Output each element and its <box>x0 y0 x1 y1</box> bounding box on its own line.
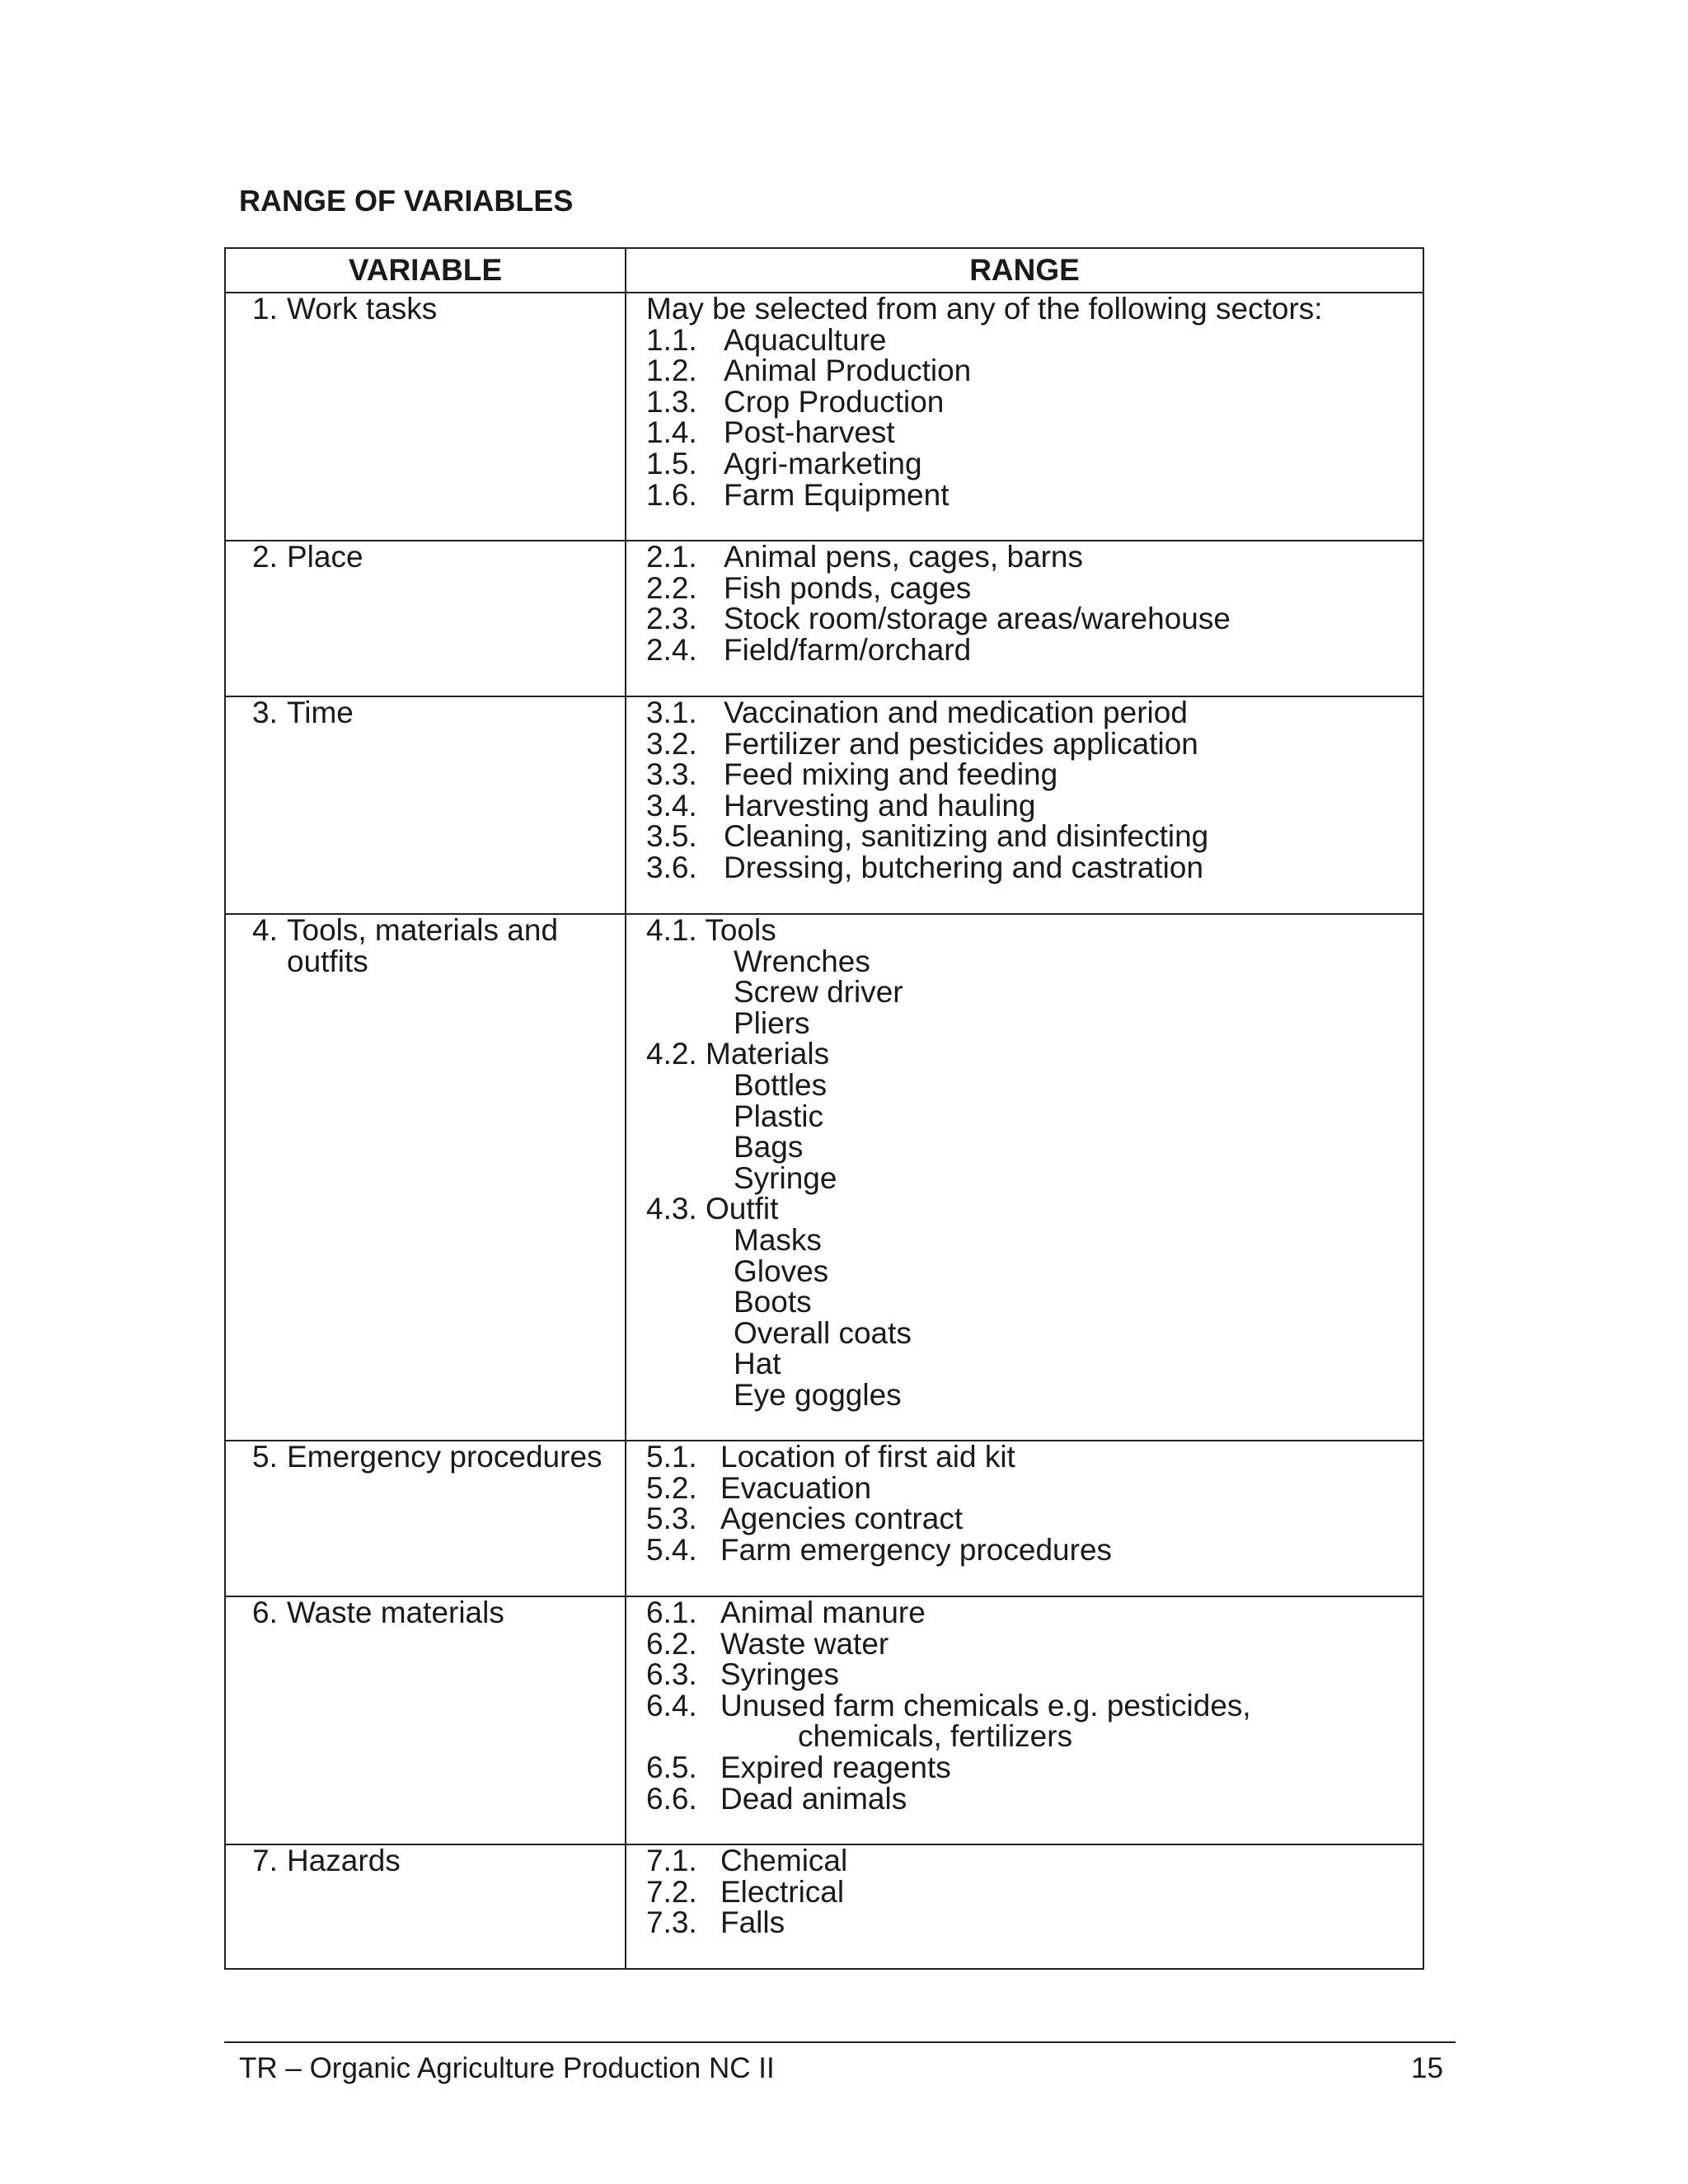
item-number: 3.6. <box>646 850 697 884</box>
variable-cell <box>225 1844 626 1969</box>
range-cell <box>626 541 1423 696</box>
list-item <box>646 790 1423 822</box>
variable-cell <box>225 914 626 1441</box>
variable-label: Work tasks <box>287 292 438 326</box>
list-item <box>646 1597 1423 1629</box>
range-cell <box>626 1844 1423 1969</box>
variable-cell <box>225 696 626 914</box>
item-text: Farm emergency procedures <box>720 1532 1113 1567</box>
item-text: Animal pens, cages, barns <box>724 540 1084 574</box>
list-item <box>646 355 1423 387</box>
list-item: Pliers <box>734 1005 810 1040</box>
range-header: RANGE <box>626 248 1423 293</box>
item-number: 5.1. <box>646 1440 697 1474</box>
list-item <box>646 322 1423 357</box>
item-number: 5.4. <box>646 1532 697 1567</box>
item-number: 1.6. <box>646 477 697 512</box>
list-item <box>646 759 1423 790</box>
variable-cell <box>225 1441 626 1596</box>
list-item: Bags <box>734 1130 804 1165</box>
item-number: 7.1. <box>646 1844 697 1877</box>
table-row <box>225 696 1423 914</box>
variable-label: Emergency procedures <box>287 1440 603 1474</box>
list-item <box>646 1874 1423 1909</box>
list-item <box>646 1532 1423 1567</box>
item-text: Chemical <box>720 1844 848 1877</box>
item-text: Evacuation <box>720 1470 872 1505</box>
item-text: Electrical <box>720 1874 845 1909</box>
item-number: 2.4. <box>646 632 697 667</box>
item-text: Syringes <box>720 1657 839 1692</box>
table-row <box>225 1844 1423 1969</box>
variable-number: 3. <box>252 696 278 729</box>
table-row <box>225 541 1423 696</box>
list-item: Hat <box>734 1347 781 1381</box>
item-number: 3.5. <box>646 819 697 854</box>
list-item: Screw driver <box>734 975 903 1010</box>
list-item <box>646 632 1423 667</box>
list-item-continued: chemicals, fertilizers <box>798 1719 1073 1754</box>
variable-cell <box>225 293 626 541</box>
list-item <box>646 1907 1423 1938</box>
variable-number: 5. <box>252 1440 278 1474</box>
footer-document-title: TR – Organic Agriculture Production NC II <box>239 2052 775 2084</box>
list-item <box>646 384 1423 419</box>
item-number: 6.1. <box>646 1596 697 1629</box>
page-number: 15 <box>1411 2052 1443 2084</box>
item-text: Unused farm chemicals e.g. pesticides, <box>720 1688 1251 1722</box>
item-number: 6.4. <box>646 1688 697 1722</box>
item-number: 3.2. <box>646 726 697 761</box>
item-text: Fish ponds, cages <box>724 570 972 605</box>
list-item <box>646 1503 1423 1535</box>
list-item: Bottles <box>734 1067 828 1102</box>
item-number: 6.6. <box>646 1781 697 1816</box>
variable-label: Hazards <box>287 1844 401 1877</box>
item-text: Stock room/storage areas/warehouse <box>724 602 1231 636</box>
item-text: Waste water <box>720 1626 889 1661</box>
item-number: 2.2. <box>646 570 697 605</box>
group-label: 4.2. Materials <box>646 1037 830 1071</box>
list-item <box>646 541 1423 573</box>
range-cell <box>626 1596 1423 1844</box>
list-item: Boots <box>734 1285 812 1319</box>
list-item: Syringe <box>734 1160 837 1195</box>
range-intro: May be selected from any of the following sectors: <box>646 292 1323 326</box>
item-text: Location of first aid kit <box>720 1440 1015 1474</box>
variable-label: Waste materials <box>287 1596 504 1629</box>
item-number: 1.3. <box>646 384 697 419</box>
list-item <box>646 477 1423 512</box>
table-row <box>225 1596 1423 1844</box>
variable-header: VARIABLE <box>225 248 626 293</box>
item-text: Crop Production <box>724 384 945 419</box>
item-number: 7.2. <box>646 1874 697 1909</box>
list-item <box>646 1441 1423 1473</box>
item-text: Fertilizer and pesticides application <box>724 726 1198 761</box>
variable-number: 4. <box>252 913 278 947</box>
group-label: 4.1. Tools <box>646 913 776 947</box>
list-item <box>646 1845 1423 1877</box>
list-item <box>646 448 1423 480</box>
item-text: Expired reagents <box>720 1750 951 1784</box>
variable-number: 6. <box>252 1596 278 1629</box>
list-item: Plastic <box>734 1099 823 1133</box>
item-text: Post-harvest <box>724 415 895 450</box>
list-item: Overall coats <box>734 1315 912 1350</box>
item-number: 5.3. <box>646 1502 697 1536</box>
item-text: Aquaculture <box>724 322 887 357</box>
item-text: Falls <box>720 1905 785 1940</box>
list-item <box>646 1626 1423 1661</box>
item-text: Agencies contract <box>720 1502 964 1536</box>
variable-label-continued: outfits <box>287 944 368 978</box>
variable-label: Time <box>287 696 354 729</box>
variable-label: Tools, materials and <box>287 913 559 947</box>
list-item: Gloves <box>734 1254 829 1288</box>
list-item <box>646 1783 1423 1815</box>
range-cell <box>626 293 1423 541</box>
item-number: 1.1. <box>646 322 697 357</box>
list-item: Eye goggles <box>734 1377 902 1412</box>
item-text: Vaccination and medication period <box>724 696 1188 729</box>
variable-label: Place <box>287 540 363 574</box>
item-text: Dressing, butchering and castration <box>724 850 1204 884</box>
list-item <box>646 697 1423 729</box>
item-text: Field/farm/orchard <box>724 632 972 667</box>
list-item <box>646 1659 1423 1690</box>
list-item <box>646 570 1423 605</box>
list-item <box>646 417 1423 448</box>
table-row <box>225 293 1423 541</box>
group-label: 4.3. Outfit <box>646 1192 779 1226</box>
item-number: 6.5. <box>646 1750 697 1784</box>
variable-number: 1. <box>252 292 278 326</box>
item-number: 6.3. <box>646 1657 697 1692</box>
item-number: 3.3. <box>646 757 697 792</box>
list-item <box>646 852 1423 883</box>
page-title: RANGE OF VARIABLES <box>239 184 574 218</box>
item-number: 2.1. <box>646 540 697 574</box>
range-cell <box>626 696 1423 914</box>
item-text: Animal Production <box>724 354 972 388</box>
item-number: 1.5. <box>646 446 697 480</box>
item-text: Harvesting and hauling <box>724 788 1036 823</box>
item-text: Cleaning, sanitizing and disinfecting <box>724 819 1209 854</box>
item-number: 3.4. <box>646 788 697 823</box>
variable-cell <box>225 541 626 696</box>
list-item <box>646 1752 1423 1783</box>
list-item: Wrenches <box>734 944 870 978</box>
footer-divider <box>224 2041 1456 2043</box>
list-item <box>646 603 1423 635</box>
list-item: Masks <box>734 1222 822 1257</box>
item-number: 6.2. <box>646 1626 697 1661</box>
variable-number: 7. <box>252 1844 278 1877</box>
item-number: 5.2. <box>646 1470 697 1505</box>
variable-cell <box>225 1596 626 1844</box>
list-item <box>646 1690 1423 1722</box>
item-text: Agri-marketing <box>724 446 922 480</box>
range-of-variables-table <box>224 247 1424 1970</box>
item-number: 1.2. <box>646 354 697 388</box>
item-text: Farm Equipment <box>724 477 950 512</box>
item-text: Animal manure <box>720 1596 926 1629</box>
table-row <box>225 914 1423 1441</box>
item-number: 7.3. <box>646 1905 697 1940</box>
list-item <box>646 1470 1423 1505</box>
item-text: Dead animals <box>720 1781 907 1816</box>
item-number: 2.3. <box>646 602 697 636</box>
table-row <box>225 1441 1423 1596</box>
item-number: 3.1. <box>646 696 697 729</box>
table-header-row <box>225 248 1423 293</box>
range-cell <box>626 1441 1423 1596</box>
list-item <box>646 726 1423 761</box>
list-item <box>646 821 1423 852</box>
item-number: 1.4. <box>646 415 697 450</box>
variable-number: 2. <box>252 540 278 574</box>
item-text: Feed mixing and feeding <box>724 757 1058 792</box>
range-cell <box>626 914 1423 1441</box>
